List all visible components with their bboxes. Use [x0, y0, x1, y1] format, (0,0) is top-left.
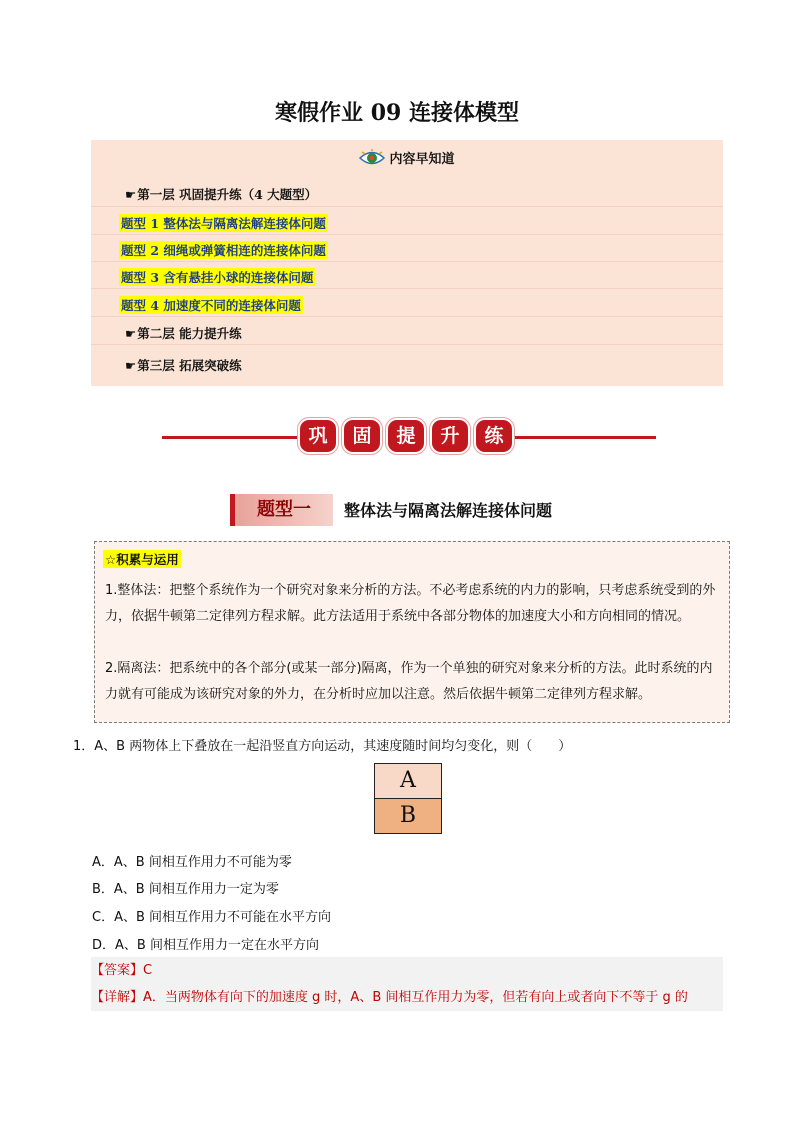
detail-row: [91, 984, 723, 1011]
toc-layer2[interactable]: ☛第二层 能力提升练: [125, 326, 242, 341]
hand-pointer-icon: ☛: [125, 187, 137, 202]
page-title: 寒假作业 09 连接体模型: [275, 100, 519, 126]
toc-type3[interactable]: 题型 3 含有悬挂小球的连接体问题: [121, 270, 314, 285]
type-label-box: [230, 494, 333, 526]
banner-line-right: [514, 436, 656, 439]
banner-char: 升: [432, 420, 468, 452]
toc-row-type2: [91, 235, 723, 262]
option-d[interactable]: D．A、B 间相互作用力一定在水平方向: [92, 938, 319, 953]
toc-type2[interactable]: 题型 2 细绳或弹簧相连的连接体问题: [121, 243, 326, 258]
type-title: 整体法与隔离法解连接体问题: [344, 501, 553, 520]
toc-row-type4: [91, 290, 723, 317]
toc-layer1[interactable]: ☛第一层 巩固提升练（4 大题型）: [125, 187, 318, 202]
answer-value: C: [143, 963, 153, 978]
star-icon: ☆: [105, 552, 117, 567]
type-label: 题型一: [257, 499, 311, 520]
toc-panel: [91, 140, 723, 386]
banner-line-left: [162, 436, 302, 439]
hand-pointer-icon: ☛: [125, 358, 137, 373]
answer-row: [91, 957, 723, 984]
banner-char: 提: [388, 420, 424, 452]
block-b: B: [374, 799, 442, 834]
tip-paragraph-2: 2.隔离法：把系统中的各个部分(或某一部分)隔离，作为一个单独的研究对象来分析的方法。此时系统的内力就有可能成为该研究对象的外力，在分析时应加以注意。然后依据牛顿第二定律列方程求解。: [105, 661, 713, 702]
toc-row-layer1: [91, 180, 723, 207]
toc-type4[interactable]: 题型 4 加速度不同的连接体问题: [121, 298, 301, 313]
question-text: 1．A、B 两物体上下叠放在一起沿竖直方向运动，其速度随时间均匀变化，则（ ）: [73, 739, 572, 754]
toc-header: [91, 148, 723, 171]
toc-row-layer2: [91, 318, 723, 345]
toc-layer3[interactable]: ☛第三层 拓展突破练: [125, 358, 242, 373]
answer-label: 【答案】: [91, 963, 144, 978]
option-b[interactable]: B．A、B 间相互作用力一定为零: [92, 882, 279, 897]
toc-row-type1: [91, 208, 723, 235]
toc-header-label: 内容早知道: [389, 152, 455, 167]
eye-icon: [359, 149, 385, 171]
section-banner: [296, 420, 520, 454]
toc-type1[interactable]: 题型 1 整体法与隔离法解连接体问题: [121, 216, 326, 231]
banner-char: 巩: [300, 420, 336, 452]
banner-char: 固: [344, 420, 380, 452]
detail-label: 【详解】: [91, 990, 144, 1005]
detail-text: A．当两物体有向下的加速度 g 时，A、B 间相互作用力为零，但若有向上或者向下不等于 g 的: [143, 990, 688, 1005]
hand-pointer-icon: ☛: [125, 326, 137, 341]
option-a[interactable]: A．A、B 间相互作用力不可能为零: [92, 855, 292, 870]
tip-heading: ☆积累与运用: [105, 552, 179, 567]
toc-row-type3: [91, 262, 723, 289]
banner-char: 练: [476, 420, 512, 452]
option-c[interactable]: C．A、B 间相互作用力不可能在水平方向: [92, 910, 332, 925]
block-a: A: [374, 763, 442, 799]
tip-box: [94, 541, 730, 723]
tip-paragraph-1: 1.整体法：把整个系统作为一个研究对象来分析的方法。不必考虑系统的内力的影响，只考虑系统受到的外力，依据牛顿第二定律列方程求解。此方法适用于系统中各部分物体的加速度大小和方向相同的情况。: [105, 583, 716, 624]
toc-row-layer3: [91, 350, 723, 376]
